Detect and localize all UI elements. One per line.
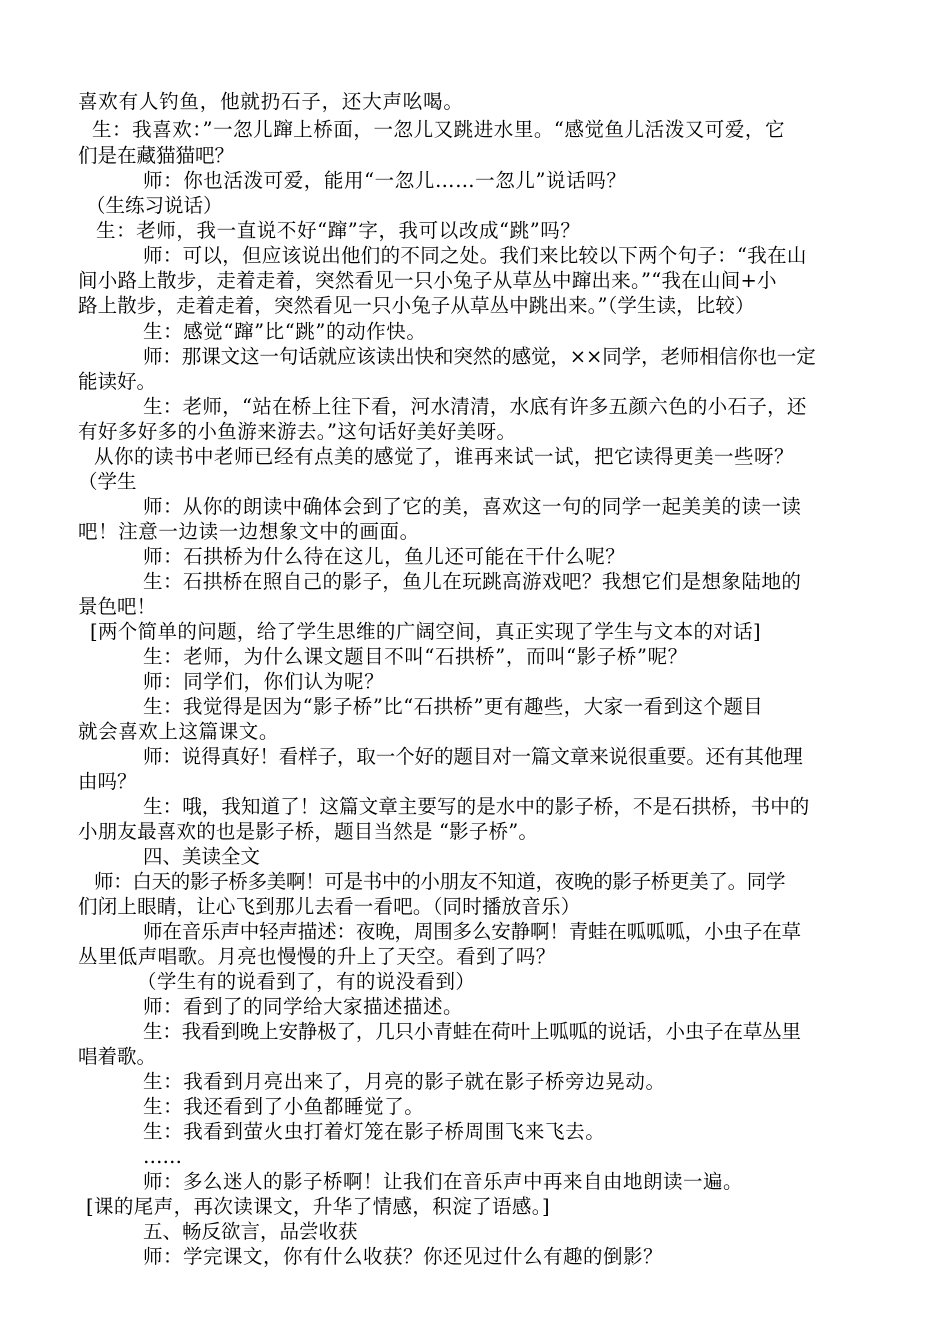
text-line: 师：说得真好！看样子，取一个好的题目对一篇文章来说很重要。还有其他理 xyxy=(143,745,803,768)
text-line: 从你的读书中老师已经有点美的感觉了，谁再来试一试，把它读得更美一些呀？ xyxy=(94,445,795,468)
text-line: 小朋友最喜欢的也是影子桥，题目当然是 “影子桥”。 xyxy=(78,820,539,843)
text-line: 们是在藏猫猫吧？ xyxy=(78,144,235,167)
text-line: 就会喜欢上这篇课文。 xyxy=(78,720,280,743)
text-line: 师：石拱桥为什么待在这儿，鱼儿还可能在干什么呢？ xyxy=(143,545,626,568)
text-line: 生：我喜欢：”一忽儿蹿上桥面，一忽儿又跳进水里。“感觉鱼儿活泼又可爱，它 xyxy=(92,118,785,141)
text-line: 由吗？ xyxy=(78,770,137,793)
section-heading: 四、美读全文 xyxy=(143,845,261,868)
text-line: 师：看到了的同学给大家描述描述。 xyxy=(143,995,464,1018)
text-line: 生：我觉得是因为“影子桥”比“石拱桥”更有趣些，大家一看到这个题目 xyxy=(143,695,764,718)
text-line: 生：我看到晚上安静极了，几只小青蛙在荷叶上呱呱的说话，小虫子在草丛里 xyxy=(143,1020,801,1043)
section-heading: 五、畅反欲言，品尝收获 xyxy=(143,1220,358,1243)
text-line: （学生有的说看到了，有的说没看到） xyxy=(137,970,476,993)
text-line: 路上散步，走着走着，突然看见一只小兔子从草丛中跳出来。”（学生读，比较） xyxy=(78,294,755,317)
text-line: [两个简单的问题，给了学生思维的广阔空间，真正实现了学生与文本的对话] xyxy=(90,620,761,643)
text-line: 生：老师，我一直说不好“蹿”字，我可以改成“跳”吗？ xyxy=(96,219,581,242)
text-line: 喜欢有人钓鱼，他就扔石子，还大声吆喝。 xyxy=(78,90,464,113)
text-line: 生：哦，我知道了！这篇文章主要写的是水中的影子桥，不是石拱桥，书中的 xyxy=(143,795,810,818)
text-line: 师：多么迷人的影子桥啊！让我们在音乐声中再来自由地朗读一遍。 xyxy=(143,1170,744,1193)
text-line: 师：从你的朗读中确体会到了它的美，喜欢这一句的同学一起美美的读一读 xyxy=(143,495,802,518)
text-line: 有好多好多的小鱼游来游去。”这句话好美好美呀。 xyxy=(78,420,517,443)
text-line: 生：老师，为什么课文题目不叫“石拱桥”，而叫“影子桥”呢？ xyxy=(143,645,688,668)
text-line: 师：可以，但应该说出他们的不同之处。我们来比较以下两个句子：“我在山 xyxy=(143,244,807,267)
text-line: 师：白天的影子桥多美啊！可是书中的小朋友不知道，夜晚的影子桥更美了。同学 xyxy=(94,870,786,893)
text-line: 生：感觉“蹿”比“跳”的动作快。 xyxy=(143,320,427,343)
text-line: 能读好。 xyxy=(78,370,157,393)
text-line: 吧！注意一边读一边想象文中的画面。 xyxy=(78,520,420,543)
text-line: [课的尾声，再次读课文，升华了情感，积淀了语感。] xyxy=(86,1195,550,1218)
text-line: 生：我看到月亮出来了，月亮的影子就在影子桥旁边晃动。 xyxy=(143,1070,666,1093)
text-line: 师：那课文这一句话就应该读出快和突然的感觉，××同学，老师相信你也一定 xyxy=(143,345,816,368)
text-line: 丛里低声唱歌。月亮也慢慢的升上了天空。看到了吗？ xyxy=(78,945,556,968)
text-line: 唱着歌。 xyxy=(78,1045,157,1068)
text-line: 师：学完课文，你有什么收获？你还见过什么有趣的倒影？ xyxy=(143,1245,664,1268)
text-line: 间小路上散步，走着走着，突然看见一只小兔子从草丛中蹿出来。”“我在山间+小 xyxy=(78,269,777,292)
text-line: （学生 xyxy=(78,470,137,493)
text-line: 师：你也活泼可爱，能用“一忽儿……一忽儿”说话吗？ xyxy=(143,169,627,192)
text-line: 师在音乐声中轻声描述：夜晚，周围多么安静啊！青蛙在呱呱呱，小虫子在草 xyxy=(143,920,801,943)
text-line: 生：我看到萤火虫打着灯笼在影子桥周围飞来飞去。 xyxy=(143,1120,606,1143)
text-line: 景色吧！ xyxy=(78,595,157,618)
ellipsis: …… xyxy=(143,1145,182,1168)
text-line: 生：我还看到了小鱼都睡觉了。 xyxy=(143,1095,425,1118)
text-line: 们闭上眼睛，让心飞到那儿去看一看吧。（同时播放音乐） xyxy=(78,895,581,918)
text-line: 生：石拱桥在照自己的影子，鱼儿在玩跳高游戏吧？我想它们是想象陆地的 xyxy=(143,570,802,593)
text-line: 生：老师，“站在桥上往下看，河水清清，水底有许多五颜六色的小石子，还 xyxy=(143,395,807,418)
text-line: 师：同学们，你们认为呢？ xyxy=(143,670,385,693)
text-line: （生练习说话） xyxy=(86,194,223,217)
